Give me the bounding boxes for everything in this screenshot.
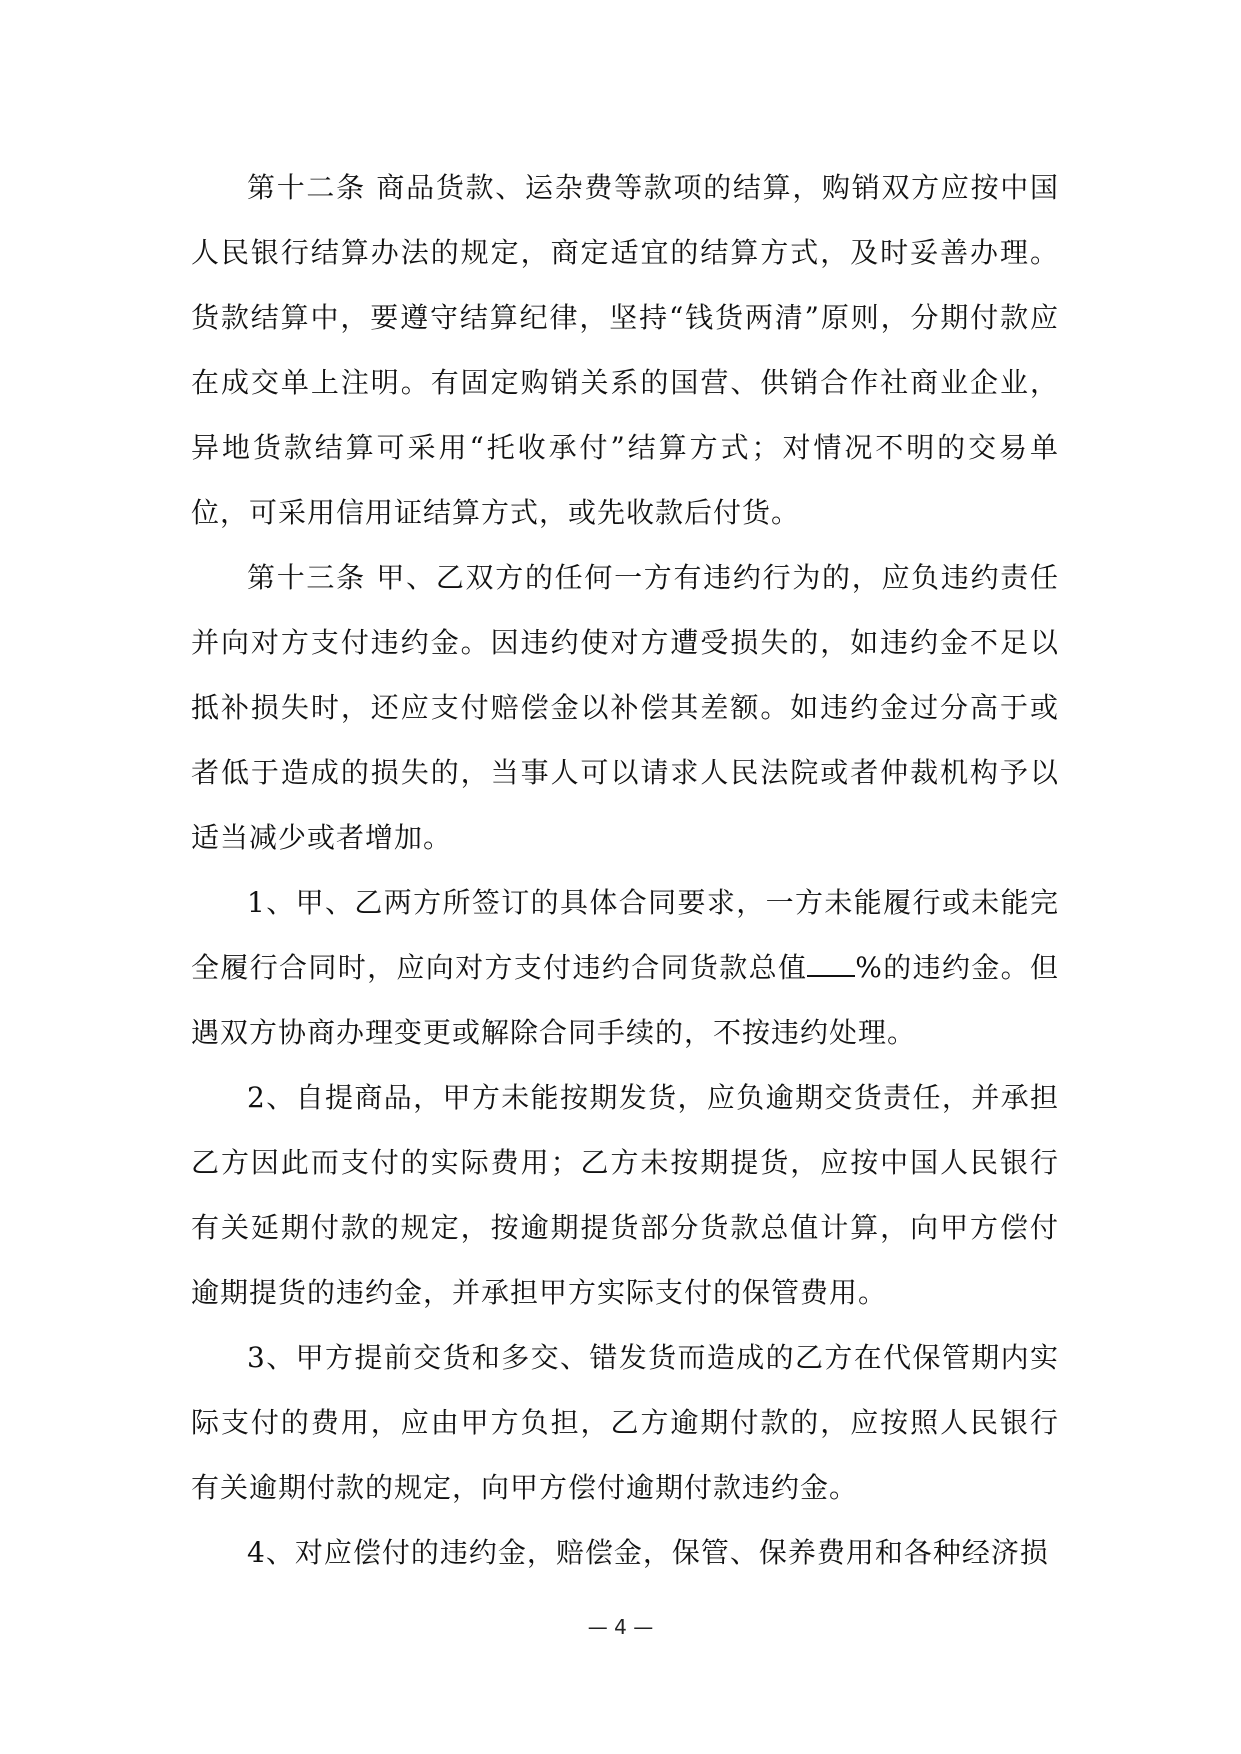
document-body [191, 155, 1059, 1585]
clause-item-1 [191, 870, 1059, 1065]
clause-item-4: 4、对应偿付的违约金，赔偿金，保管、保养费用和各种经济损 [247, 1536, 1049, 1569]
page-number: — 4 — [587, 1615, 654, 1639]
clause-item-3: 3、甲方提前交货和多交、错发货而造成的乙方在代保管期内实际支付的费用，应由甲方负担，乙方逾期付款的，应按照人民银行有关逾期付款的规定，向甲方偿付逾期付款违约金。 [191, 1341, 1059, 1504]
clause-item-2: 2、自提商品，甲方未能按期发货，应负逾期交货责任，并承担乙方因此而支付的实际费用；乙方未按期提货，应按中国人民银行有关延期付款的规定，按逾期提货部分货款总值计算，向甲方偿付逾期提货的违约金，并承担甲方实际支付的保管费用。 [191, 1081, 1059, 1309]
article-13-paragraph: 第十三条 甲、乙双方的任何一方有违约行为的，应负违约责任并向对方支付违约金。因违约使对方遭受损失的，如违约金不足以抵补损失时，还应支付赔偿金以补偿其差额。如违约金过分高于或者低于造成的损失的，当事人可以请求人民法院或者仲裁机构予以适当减少或者增加。 [191, 561, 1059, 854]
fill-in-blank [807, 949, 855, 977]
clause-item-1-text-before: 1、甲、乙两方所签订的具体合同要求，一方未能履行或未能完全履行合同时，应向对方支付违约合同货款总值 [191, 886, 1059, 984]
article-12-paragraph: 第十二条 商品货款、运杂费等款项的结算，购销双方应按中国人民银行结算办法的规定，商定适宜的结算方式，及时妥善办理。货款结算中，要遵守结算纪律，坚持“钱货两清”原则，分期付款应在成交单上注明。有固定购销关系的国营、供销合作社商业企业，异地货款结算可采用“托收承付”结算方式；对情况不明的交易单位，可采用信用证结算方式，或先收款后付货。 [191, 171, 1059, 529]
clause-item-1-text-after: %的违约金。但遇双方协商办理变更或解除合同手续的，不按违约处理。 [191, 951, 1059, 1049]
